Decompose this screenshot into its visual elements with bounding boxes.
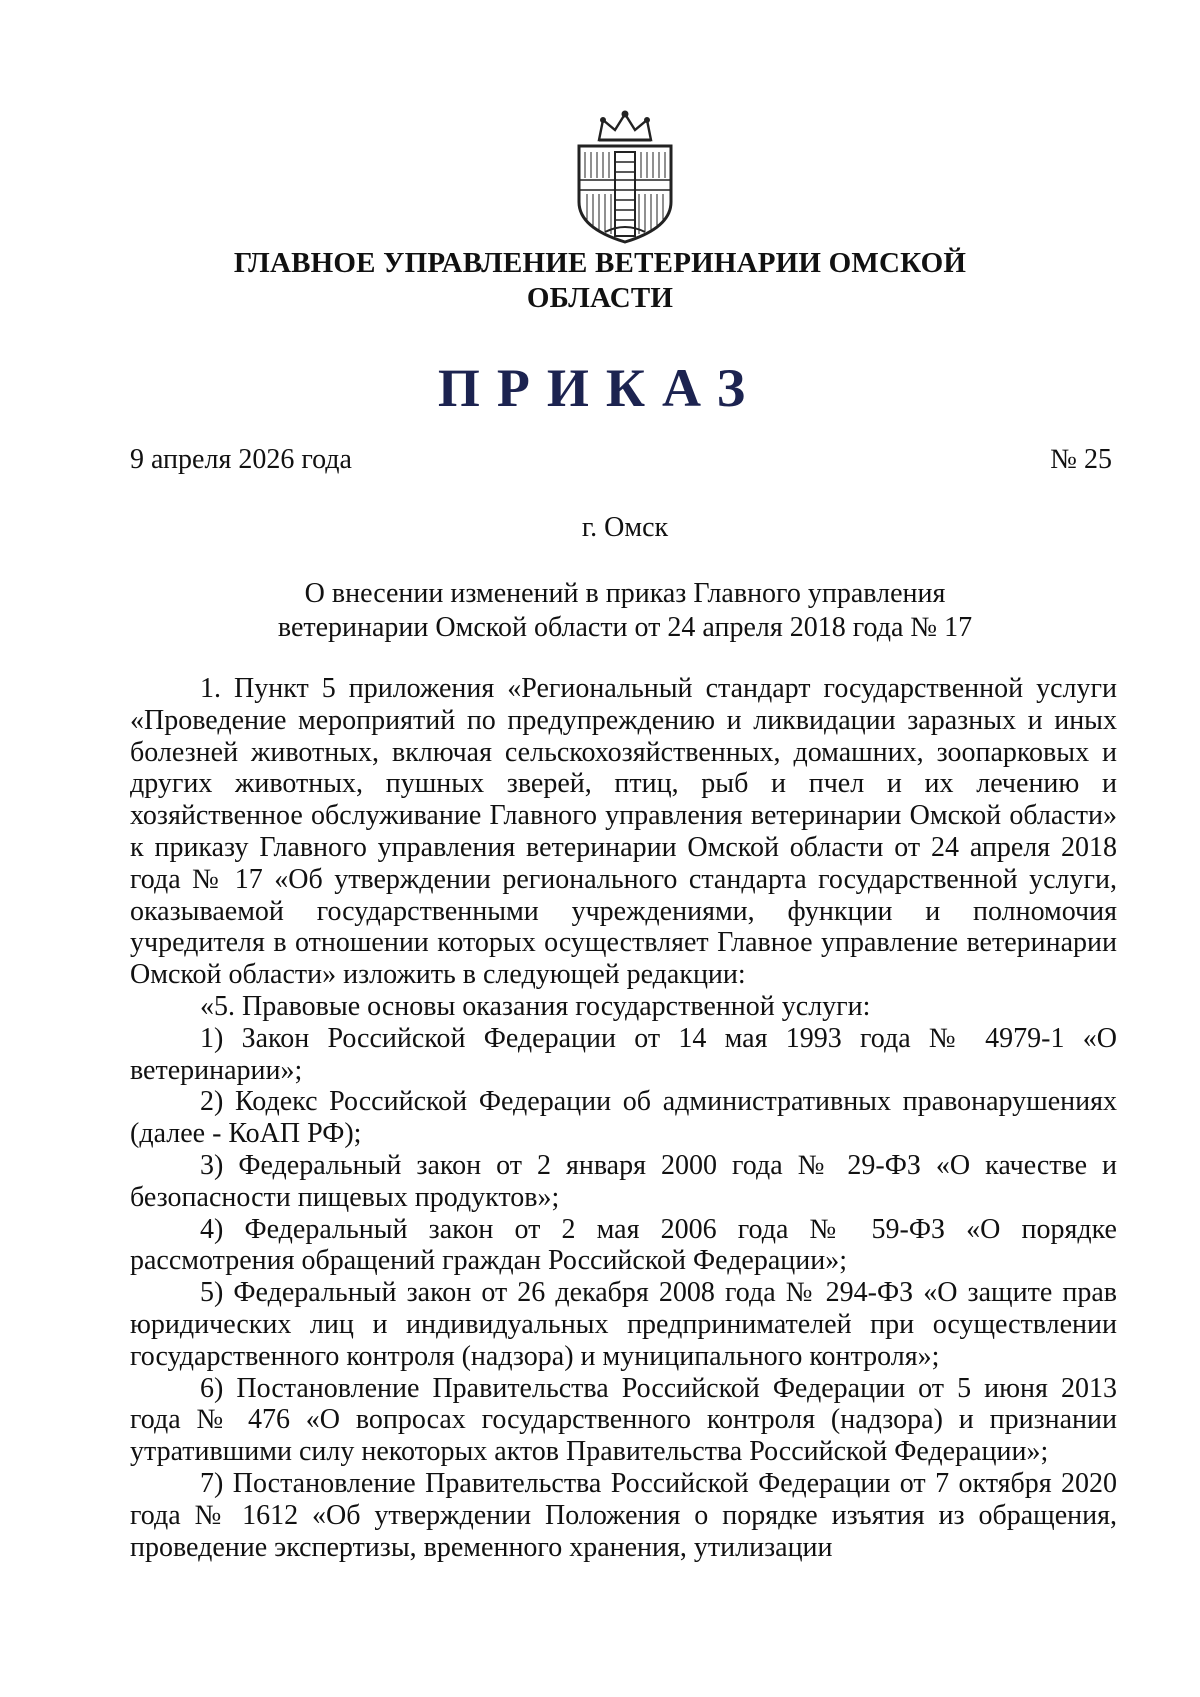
subject-line-1: О внесении изменений в приказ Главного управления bbox=[304, 578, 946, 609]
body-paragraph-5: 3) Федеральный закон от 2 января 2000 года № 29-ФЗ «О качестве и безопасности пищевых продуктов»; bbox=[130, 1149, 1117, 1213]
coat-of-arms-icon bbox=[565, 110, 685, 246]
body-paragraph-8: 6) Постановление Правительства Российской Федерации от 5 июня 2013 года № 476 «О вопросах государственного контроля (надзора) и признании утратившими силу некоторых актов Правительства Российской Федерации»; bbox=[130, 1372, 1117, 1468]
document-subject bbox=[150, 577, 1100, 645]
body-paragraph-9: 7) Постановление Правительства Российской Федерации от 7 октября 2020 года № 1612 «Об утверждении Положения о порядке изъятия из обращения, проведение экспертизы, временного хранения, утилизации bbox=[130, 1467, 1117, 1563]
document-date: 9 апреля 2026 года bbox=[130, 444, 352, 475]
body-paragraph-1: 1. Пункт 5 приложения «Региональный стандарт государственной услуги «Проведение мероприятий по предупреждению и ликвидации заразных и иных болезней животных, включая сельскохозяйственных, домашних, зоопарковых и других животных, пушных зверей, птиц, рыб и пчел и их лечению и хозяйственное обслуживание Главного управления ветеринарии Омской области» к приказу Главного управления ветеринарии Омской области от 24 апреля 2018 года № 17 «Об утверждении регионального стандарта государственной услуги, оказываемой государственными учреждениями, функции и полномочия учредителя в отношении которых осуществляет Главное управление ветеринарии Омской области» изложить в следующей редакции: bbox=[130, 673, 1117, 991]
subject-line-2: ветеринарии Омской области от 24 апреля 2018 года № 17 bbox=[277, 612, 973, 643]
organization-line-2: ОБЛАСТИ bbox=[526, 282, 674, 314]
document-city: г. Омск bbox=[581, 512, 669, 543]
body-paragraph-3: 1) Закон Российской Федерации от 14 мая 1993 года № 4979-1 «О ветеринарии»; bbox=[130, 1022, 1117, 1086]
body-paragraph-7: 5) Федеральный закон от 26 декабря 2008 года № 294-ФЗ «О защите прав юридических лиц и индивидуальных предпринимателей при осуществлении государственного контроля (надзора) и муниципального контроля»; bbox=[130, 1277, 1117, 1372]
document-type: ПРИКАЗ bbox=[437, 358, 763, 418]
body-paragraph-4: 2) Кодекс Российской Федерации об административных правонарушениях (далее - КоАП РФ); bbox=[130, 1086, 1117, 1150]
organization-name bbox=[130, 246, 1070, 316]
document-number: № 25 bbox=[1050, 444, 1112, 475]
body-paragraph-6: 4) Федеральный закон от 2 мая 2006 года № 59-ФЗ «О порядке рассмотрения обращений граждан Российской Федерации»; bbox=[130, 1213, 1117, 1277]
document-body bbox=[130, 673, 1117, 1563]
body-paragraph-2: «5. Правовые основы оказания государственной услуги: bbox=[200, 990, 871, 1022]
organization-line-1: ГЛАВНОЕ УПРАВЛЕНИЕ ВЕТЕРИНАРИИ ОМСКОЙ bbox=[233, 247, 967, 279]
